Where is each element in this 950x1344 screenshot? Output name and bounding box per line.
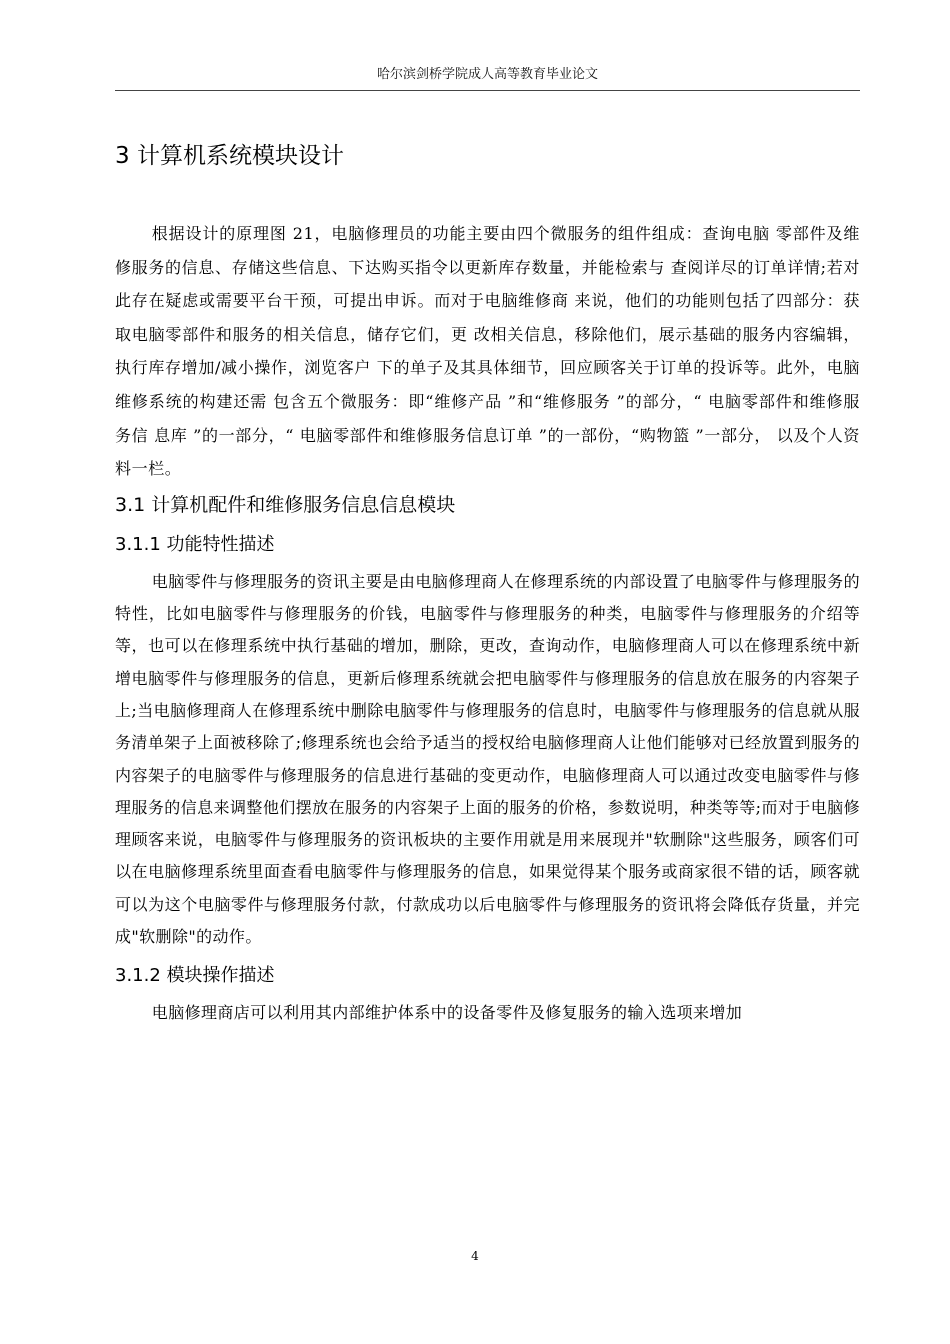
page-number: 4 [471,1249,479,1263]
chapter-intro-paragraph: 根据设计的原理图 21，电脑修理员的功能主要由四个微服务的组件组成：查询电脑 零部件及维修服务的信息、存储这些信息、下达购买指令以更新库存数量，并能检索与 查阅详尽的订单详情;若对此存在疑虑或需要平台干预，可提出申诉。而对于电脑维修商 来说，他们的功能则包括了四部分：获取电脑零部件和服务的相关信息，储存它们，更 改相关信息，移除他们，展示基础的服务内容编辑，执行库存增加/减小操作，浏览客户 下的单子及其具体细节，回应顾客关于订单的投诉等。此外，电脑维修系统的构建还需 包含五个微服务：即“维修产品 ”和“维修服务 ”的部分，“ 电脑零部件和维修服务信 息库 ”的一部分，“ 电脑零部件和维修服务信息订单 ”的一部份，“购物篮 ”一部分， 以及个人资料一栏。 [115,224,860,479]
section-title: 3.1 计算机配件和维修服务信息信息模块 [115,493,456,516]
page-content [115,138,860,1030]
features-paragraph: 电脑零件与修理服务的资讯主要是由电脑修理商人在修理系统的内部设置了电脑零件与修理服务的特性，比如电脑零件与修理服务的价钱，电脑零件与修理服务的种类，电脑零件与修理服务的介绍等等，也可以在修理系统中执行基础的增加，删除，更改，查询动作，电脑修理商人可以在修理系统中新增电脑零件与修理服务的信息，更新后修理系统就会把电脑零件与修理服务的信息放在服务的内容架子上;当电脑修理商人在修理系统中删除电脑零件与修理服务的信息时，电脑零件与修理服务的信息就从服务清单架子上面被移除了;修理系统也会给予适当的授权给电脑修理商人让他们能够对已经放置到服务的内容架子的电脑零件与修理服务的信息进行基础的变更动作，电脑修理商人可以通过改变电脑零件与修理服务的信息来调整他们摆放在服务的内容架子上面的服务的价格，参数说明，种类等等;而对于电脑修理顾客来说，电脑零件与修理服务的资讯板块的主要作用就是用来展现并"软删除"这些服务，顾客们可以在电脑修理系统里面查看电脑零件与修理服务的信息，如果觉得某个服务或商家很不错的话，顾客就可以为这个电脑零件与修理服务付款，付款成功以后电脑零件与修理服务的资讯将会降低存货量，并完成"软删除"的动作。 [115,571,860,947]
subsection-title-operations: 3.1.2 模块操作描述 [115,965,275,987]
page-header: 哈尔滨剑桥学院成人高等教育毕业论文 [115,60,860,91]
subsection-title-features: 3.1.1 功能特性描述 [115,533,275,555]
operations-paragraph: 电脑修理商店可以利用其内部维护体系中的设备零件及修复服务的输入选项来增加 [151,1003,743,1023]
chapter-title: 3 计算机系统模块设计 [115,143,344,169]
